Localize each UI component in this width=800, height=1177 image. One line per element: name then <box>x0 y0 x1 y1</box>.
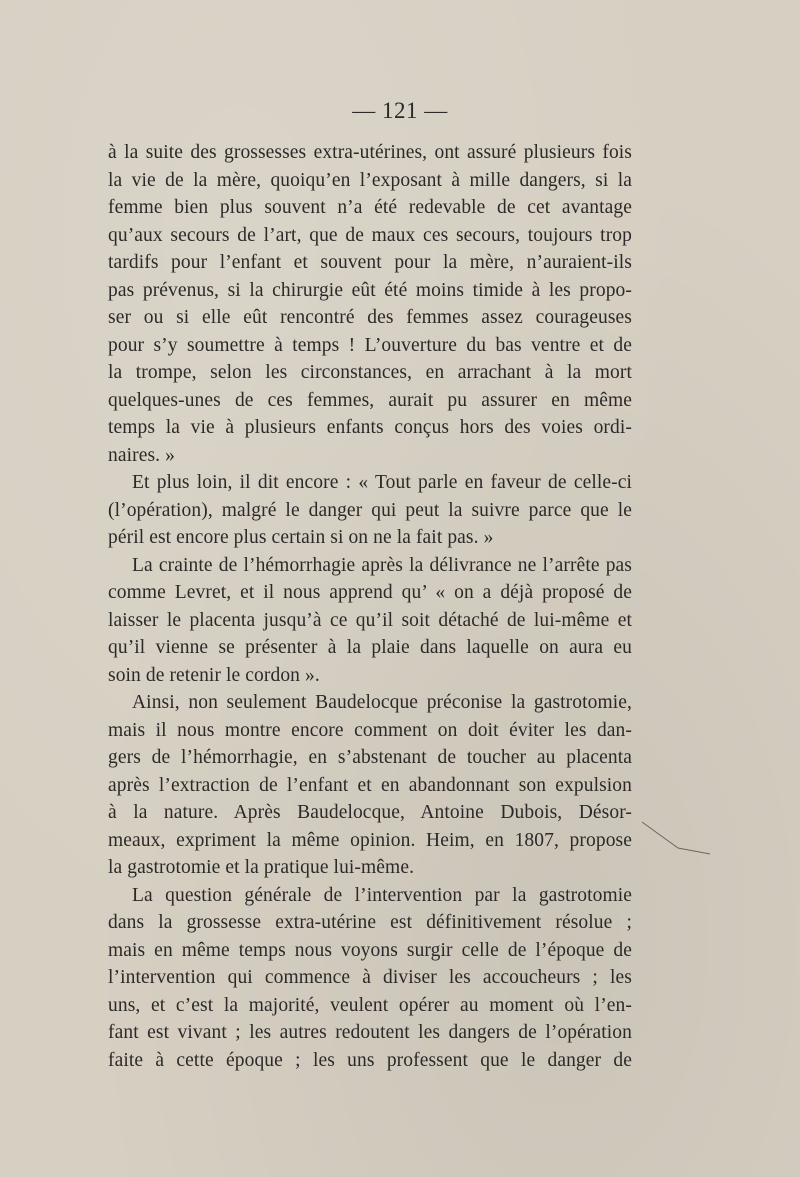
text-line: tardifs pour l’enfant et souvent pour la mère, n’auraient-ils <box>108 252 632 273</box>
text-line: qu’aux secours de l’art, que de maux ces secours, toujours trop <box>108 224 632 246</box>
text-line: pour s’y soumettre à temps ! L’ouverture du bas ventre et de <box>108 334 632 356</box>
text-line: quelques-unes de ces femmes, aurait pu assurer en même <box>108 389 632 411</box>
text-line: naires. » <box>108 444 175 466</box>
text-line: Ainsi, non seulement Baudelocque préconise la gastrotomie, <box>132 692 632 713</box>
text-line: faite à cette époque ; les uns professent que le danger de <box>108 1049 632 1071</box>
text-line: meaux, expriment la même opinion. Heim, en 1807, propose <box>108 829 632 851</box>
text-line: comme Levret, et il nous apprend qu’ « on a déjà proposé de <box>108 582 632 603</box>
text-line: femme bien plus souvent n’a été redevable de cet avantage <box>108 197 632 218</box>
text-line: temps la vie à plusieurs enfants conçus hors des voies ordi- <box>108 417 632 438</box>
text-line: après l’extraction de l’enfant et en abandonnant son expulsion <box>108 774 632 796</box>
text-line: mais il nous montre encore comment on doit éviter les dan- <box>108 719 632 741</box>
text-line: ser ou si elle eût rencontré des femmes assez courageuses <box>108 307 632 328</box>
text-line: dans la grossesse extra-utérine est définitivement résolue ; <box>108 912 632 933</box>
text-line: qu’il vienne se présenter à la plaie dans laquelle on aura eu <box>108 637 632 658</box>
text-line: (l’opération), malgré le danger qui peut la suivre parce que le <box>108 499 632 521</box>
body-text <box>108 139 632 1074</box>
page-number: — 121 — <box>352 98 448 123</box>
text-line: La crainte de l’hémorrhagie après la délivrance ne l’arrête pas <box>132 554 632 576</box>
text-line: la vie de la mère, quoiqu’en l’exposant à mille dangers, si la <box>108 169 632 191</box>
text-line: à la suite des grossesses extra-utérines, ont assuré plusieurs fois <box>108 142 632 163</box>
text-line: La question générale de l’intervention par la gastrotomie <box>132 884 632 906</box>
text-line: soin de retenir le cordon ». <box>108 664 320 686</box>
text-line: mais en même temps nous voyons surgir celle de l’époque de <box>108 939 632 961</box>
text-line: à la nature. Après Baudelocque, Antoine Dubois, Désor- <box>108 802 632 823</box>
text-line: pas prévenus, si la chirurgie eût été moins timide à les propo- <box>108 279 632 301</box>
text-line: uns, et c’est la majorité, veulent opérer au moment où l’en- <box>108 994 632 1016</box>
text-line: la trompe, selon les circonstances, en arrachant à la mort <box>108 362 632 383</box>
text-line: laisser le placenta jusqu’à ce qu’il soit détaché de lui-même et <box>108 609 632 631</box>
text-line: gers de l’hémorrhagie, en s’abstenant de toucher au placenta <box>108 747 632 768</box>
text-line: fant est vivant ; les autres redoutent les dangers de l’opération <box>108 1022 632 1043</box>
text-line: l’intervention qui commence à diviser les accoucheurs ; les <box>108 967 632 988</box>
text-line: la gastrotomie et la pratique lui-même. <box>108 857 415 878</box>
pencil-mark <box>640 818 720 858</box>
text-line: Et plus loin, il dit encore : « Tout parle en faveur de celle-ci <box>132 472 632 493</box>
text-line: péril est encore plus certain si on ne la fait pas. » <box>108 527 494 548</box>
